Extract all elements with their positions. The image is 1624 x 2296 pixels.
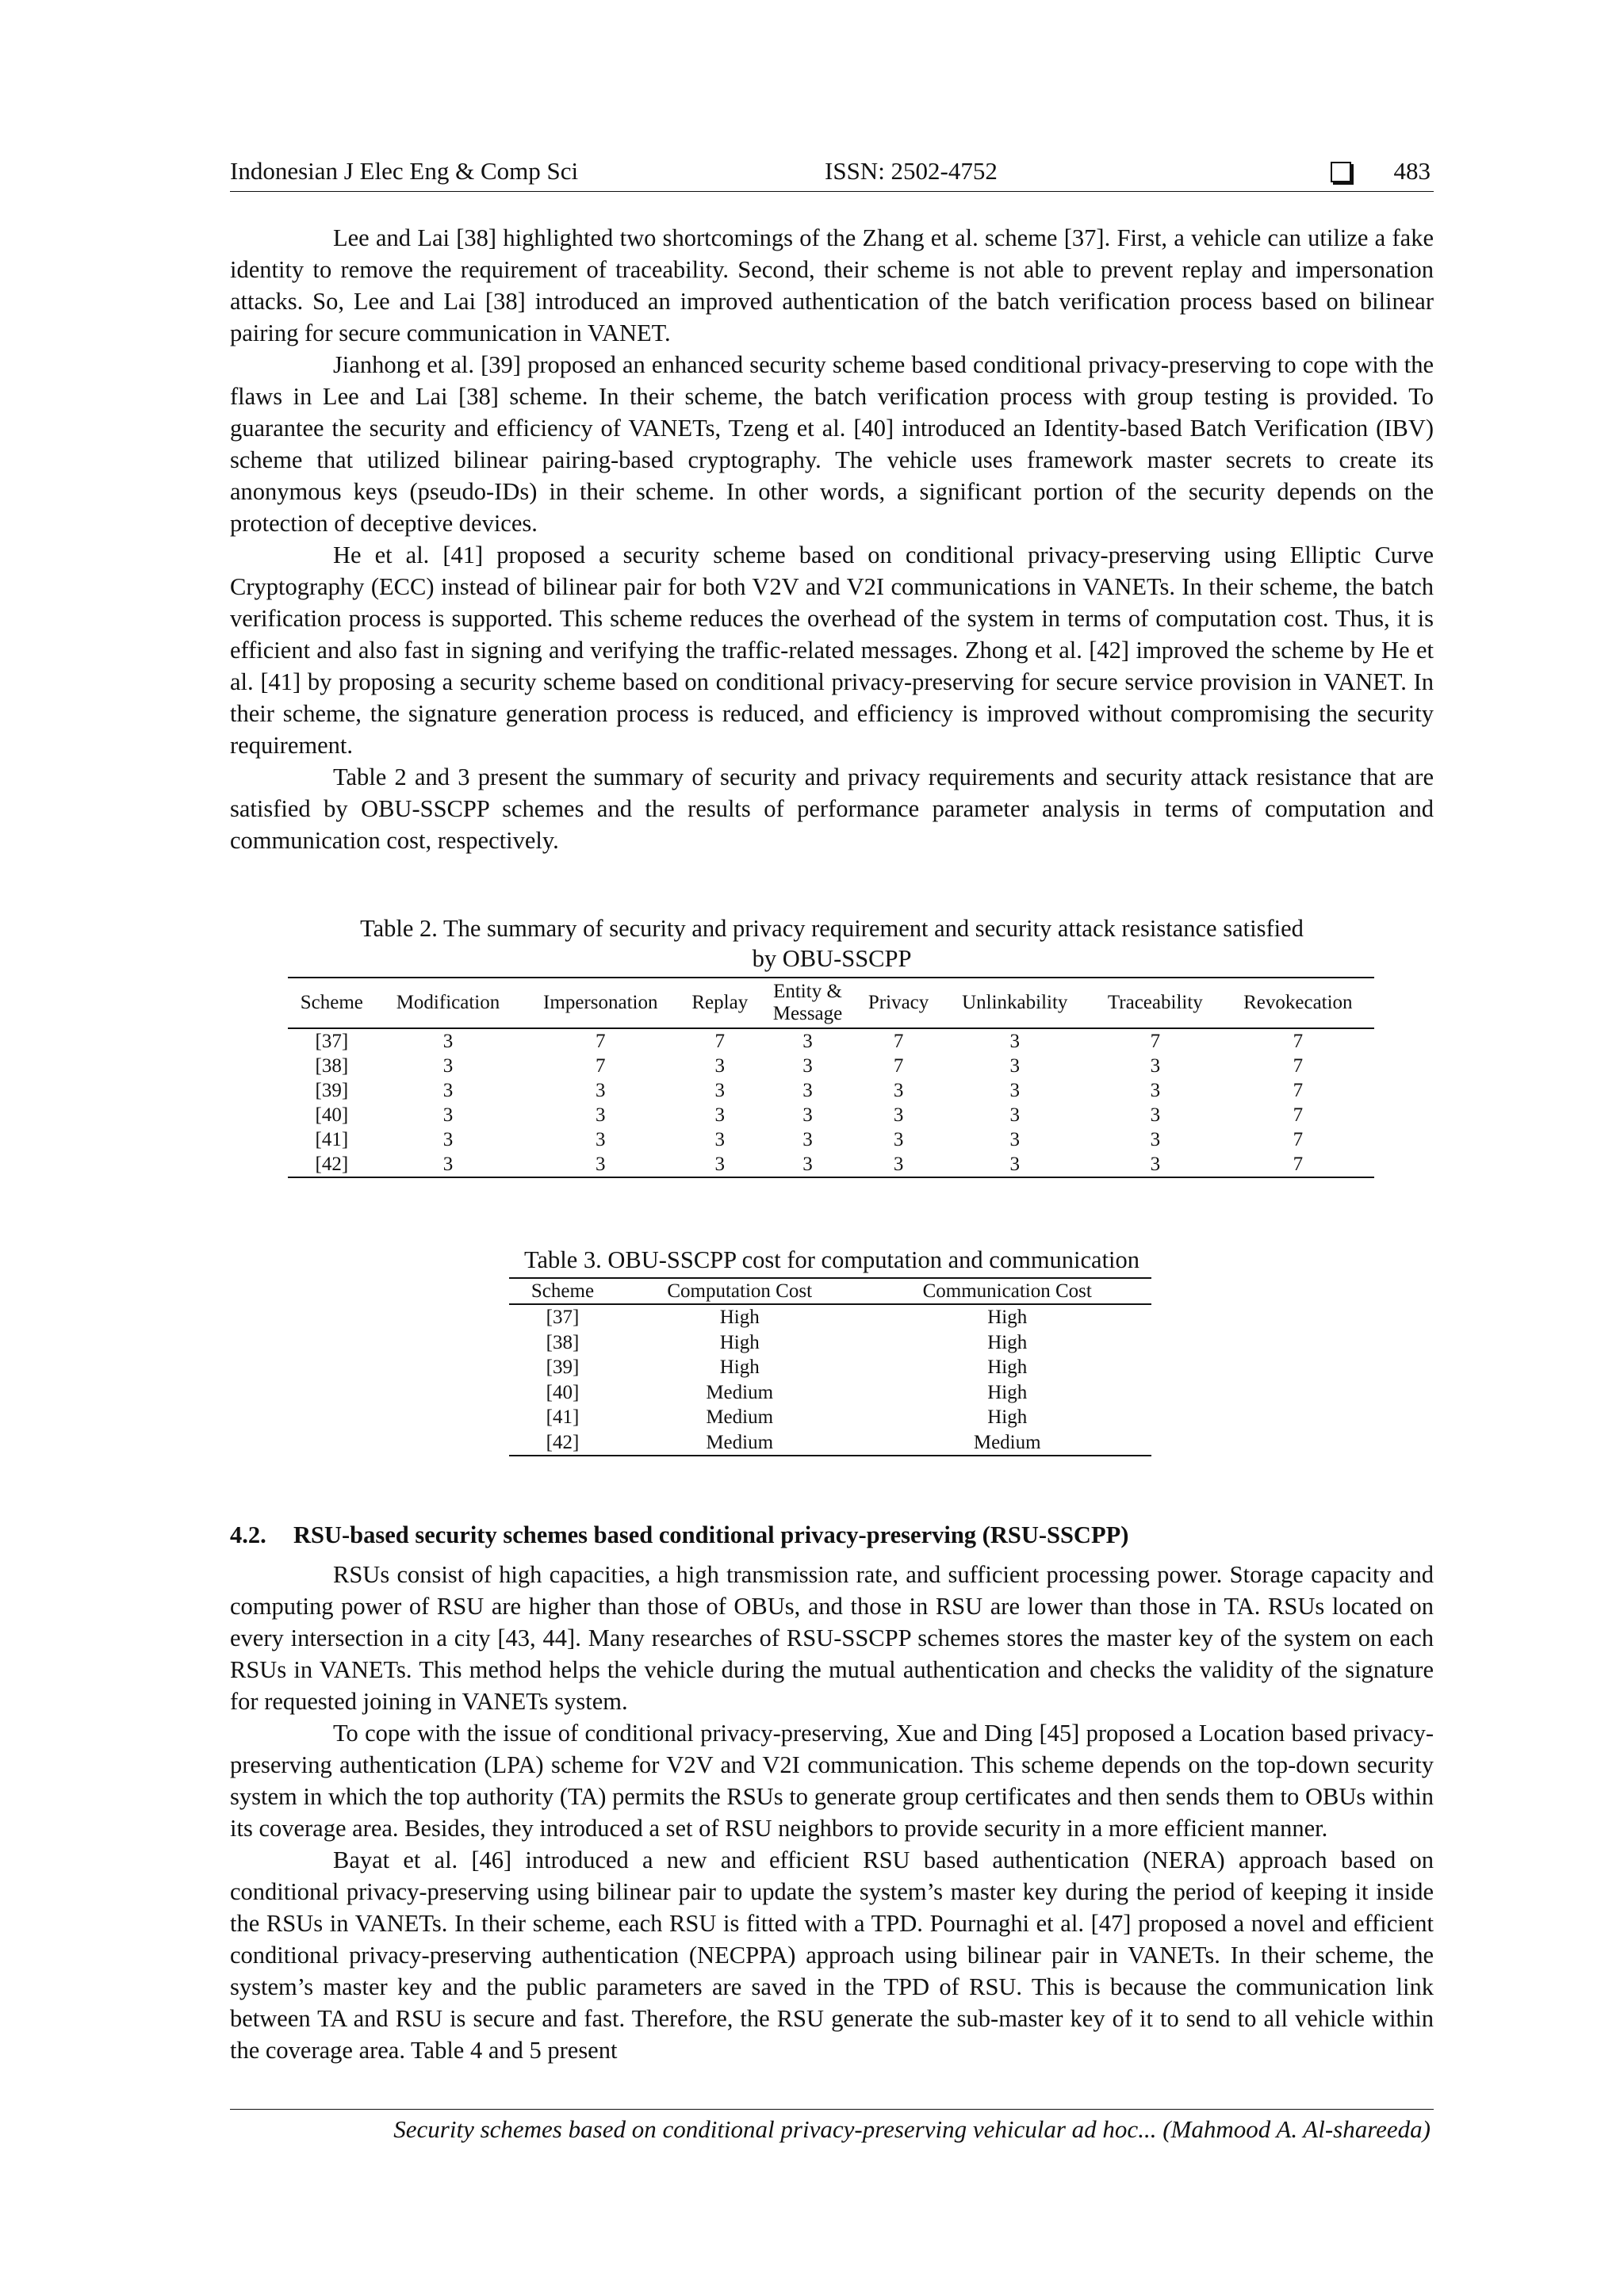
table-cell: 3	[802, 1031, 813, 1052]
table-cell: Medium	[973, 1431, 1041, 1453]
table-cell: [41]	[315, 1129, 349, 1150]
table-cell: 3	[442, 1055, 454, 1077]
column-header-line: Entity &	[773, 981, 842, 1002]
table-cell: 3	[714, 1104, 726, 1126]
table-cell: Medium	[706, 1406, 774, 1429]
table-cell: 3	[1009, 1080, 1020, 1101]
table-cell: 3	[596, 1104, 606, 1126]
table2-caption-line2: by OBU-SSCPP	[752, 945, 912, 972]
column-header: Unlinkability	[941, 978, 1089, 1028]
column-header: Privacy	[856, 978, 941, 1028]
table-row	[509, 1380, 1151, 1406]
table-cell: 7	[893, 1031, 904, 1052]
table-cell: High	[719, 1331, 760, 1353]
table-cell: 7	[1150, 1031, 1161, 1052]
footer-rule	[230, 2109, 1434, 2110]
table-cell: 3	[802, 1129, 813, 1150]
body-text-bottom	[230, 1559, 1434, 2066]
table-header-row	[509, 1278, 1151, 1304]
table-cell: 3	[893, 1154, 904, 1175]
table-row	[288, 1127, 1374, 1152]
table-cell: 3	[714, 1154, 726, 1175]
paragraph: To cope with the issue of conditional privacy-preserving, Xue and Ding [45] proposed a Location based privacy-preserving authentication (LPA) scheme for V2V and V2I communication. This scheme depends on the top-down security system in which the top authority (TA) permits the RSUs to generate group certificates and then sends them to OBUs within its coverage area. Besides, they introduced a set of RSU neighbors to provide security in a more efficient manner.	[230, 1720, 1434, 1842]
header-rule	[230, 191, 1434, 192]
column-header: Scheme	[509, 1278, 616, 1304]
issn: ISSN: 2502-4752	[825, 157, 998, 185]
section-number: 4.2.	[230, 1521, 266, 1548]
table-row	[288, 1028, 1374, 1054]
paragraph: Lee and Lai [38] highlighted two shortcomings of the Zhang et al. scheme [37]. First, a vehicle can utilize a fake identity to remove the requirement of traceability. Second, their scheme is not able to prevent replay and impersonation attacks. So, Lee and Lai [38] introduced an improved authentication of the batch verification process based on bilinear pairing for secure communication in VANET.	[230, 224, 1434, 346]
table-cell: High	[987, 1307, 1028, 1329]
table-cell: 3	[1009, 1031, 1020, 1052]
table-cell: 3	[714, 1080, 726, 1101]
table3	[509, 1277, 1151, 1456]
column-header: Communication Cost	[863, 1278, 1151, 1304]
table-cell: Medium	[706, 1431, 774, 1453]
table-cell: 3	[802, 1080, 813, 1101]
table-cell: 3	[596, 1129, 606, 1150]
table-cell: 7	[1293, 1129, 1304, 1150]
table-row	[288, 1078, 1374, 1103]
table-row	[288, 1103, 1374, 1127]
table2	[288, 977, 1374, 1178]
table-cell: 7	[1293, 1080, 1304, 1101]
column-header: Computation Cost	[616, 1278, 863, 1304]
paragraph: He et al. [41] proposed a security scheme based on conditional privacy-preserving using Elliptic Curve Cryptography (ECC) instead of bilinear pair for both V2V and V2I communications in VANETs. In their scheme, the batch verification process is supported. This scheme reduces the overhead of the system in terms of computation cost. Thus, it is efficient and also fast in signing and verifying the traffic-related messages. Zhong et al. [42] improved the scheme by He et al. [41] by proposing a security scheme based on conditional privacy-preserving for secure service provision in VANET. In their scheme, the signature generation process is reduced, and efficiency is improved without compromising the security requirement.	[230, 541, 1434, 759]
column-header: Impersonation	[520, 978, 680, 1028]
table-cell: High	[987, 1381, 1028, 1403]
table-cell: 3	[714, 1129, 726, 1150]
table-cell: 7	[1293, 1031, 1304, 1052]
paragraph: Bayat et al. [46] introduced a new and efficient RSU based authentication (NERA) approach based on conditional privacy-preserving using bilinear pair to update the system’s master key during the period of keeping it inside the RSUs in VANETs. In their scheme, each RSU is fitted with a TPD. Pournaghi et al. [47] proposed a novel and efficient conditional privacy-preserving authentication (NECPPA) approach using bilinear pair in VANETs. In their scheme, the system’s master key and the public parameters are saved in the TPD of RSU. This is because the communication link between TA and RSU is secure and fast. Therefore, the RSU generate the sub-master key of it to send to all vehicle within the coverage area. Table 4 and 5 present	[230, 1846, 1434, 2064]
table-cell: [40]	[315, 1104, 349, 1126]
page	[230, 0, 1434, 2296]
table-cell: 3	[1150, 1104, 1161, 1126]
body-text-top	[230, 222, 1434, 856]
table-cell: High	[987, 1406, 1028, 1429]
section-heading	[230, 1521, 1128, 1549]
table-row	[288, 1152, 1374, 1177]
table-cell: [38]	[546, 1331, 580, 1353]
table-cell: 7	[1293, 1055, 1304, 1077]
square-bullet-icon	[1331, 162, 1351, 182]
table-cell: 3	[802, 1154, 813, 1175]
table-cell: 3	[714, 1055, 726, 1077]
table-cell: 3	[893, 1104, 904, 1126]
table-cell: 3	[1009, 1129, 1020, 1150]
column-header: Modification	[376, 978, 521, 1028]
column-header: Revokecation	[1222, 978, 1374, 1028]
table-cell: 7	[596, 1031, 606, 1052]
table-row	[509, 1304, 1151, 1330]
table-cell: 3	[442, 1080, 454, 1101]
table-row	[509, 1405, 1151, 1430]
table-cell: [37]	[546, 1307, 580, 1329]
table-cell: High	[987, 1331, 1028, 1353]
table-cell: 3	[442, 1154, 454, 1175]
running-footer: Security schemes based on conditional privacy-preserving vehicular ad hoc... (Mahmood A. Al-shareeda)	[393, 2115, 1431, 2143]
paragraph: Jianhong et al. [39] proposed an enhanced security scheme based conditional privacy-preserving to cope with the flaws in Lee and Lai [38] scheme. In their scheme, the batch verification process with group testing is provided. To guarantee the security and efficiency of VANETs, Tzeng et al. [40] introduced an Identity-based Batch Verification (IBV) scheme that utilized bilinear pairing-based cryptography. The vehicle uses framework master secrets to create its anonymous keys (pseudo-IDs) in their scheme. In other words, a significant portion of the security depends on the protection of deceptive devices.	[230, 351, 1434, 537]
table-cell: 7	[714, 1031, 726, 1052]
table-row	[288, 1054, 1374, 1078]
table-cell: High	[719, 1307, 760, 1329]
table-row	[509, 1430, 1151, 1456]
table-cell: [40]	[546, 1381, 580, 1403]
journal-name: Indonesian J Elec Eng & Comp Sci	[230, 157, 579, 185]
table-cell: 3	[596, 1080, 606, 1101]
table-cell: 3	[442, 1129, 454, 1150]
table-cell: 3	[802, 1055, 813, 1077]
table-cell: 7	[893, 1055, 904, 1077]
table3-caption: Table 3. OBU-SSCPP cost for computation and communication	[523, 1246, 1140, 1273]
table-cell: 3	[596, 1154, 606, 1175]
table-row	[509, 1330, 1151, 1356]
table-cell: 3	[893, 1129, 904, 1150]
table-cell: 7	[1293, 1104, 1304, 1126]
table-cell: [41]	[546, 1406, 580, 1429]
section-title: RSU-based security schemes based conditional privacy-preserving (RSU-SSCPP)	[293, 1521, 1129, 1548]
column-header: Scheme	[288, 978, 376, 1028]
table-cell: [42]	[546, 1431, 580, 1453]
table-cell: [42]	[315, 1154, 349, 1175]
table-cell: Medium	[706, 1381, 774, 1403]
table-cell: 3	[1150, 1129, 1161, 1150]
running-header	[230, 152, 1434, 192]
table2-caption	[278, 913, 1386, 974]
table2-caption-line1: Table 2. The summary of security and privacy requirement and security attack resistance satisfied	[360, 915, 1304, 942]
table-cell: 3	[1150, 1055, 1161, 1077]
paragraph: RSUs consist of high capacities, a high transmission rate, and sufficient processing power. Storage capacity and computing power of RSU are higher than those of OBUs, and those in RSU are lower than those in TA. RSUs located on every intersection in a city [43, 44]. Many researches of RSU-SSCPP schemes stores the master key of the system on each RSUs in VANETs. This method helps the vehicle during the mutual authentication and checks the validity of the signature for requested joining in VANETs system.	[230, 1561, 1434, 1715]
table-cell: [39]	[546, 1357, 580, 1379]
column-header: Replay	[680, 978, 759, 1028]
table-cell: [39]	[315, 1080, 349, 1101]
table-cell: 3	[442, 1031, 454, 1052]
table-header-row	[288, 978, 1374, 1028]
table-cell: 3	[442, 1104, 454, 1126]
table-cell: 3	[1150, 1154, 1161, 1175]
table-cell: 7	[596, 1055, 606, 1077]
table-cell: High	[719, 1357, 760, 1379]
table-cell: High	[987, 1357, 1028, 1379]
table-cell: 3	[1009, 1154, 1020, 1175]
page-number: 483	[1393, 157, 1431, 185]
table-cell: 3	[893, 1080, 904, 1101]
table-cell: [38]	[315, 1055, 349, 1077]
table-cell: [37]	[315, 1031, 349, 1052]
table-cell: 3	[1150, 1080, 1161, 1101]
column-header-entity-message	[759, 978, 856, 1028]
column-header: Traceability	[1089, 978, 1222, 1028]
table-cell: 3	[1009, 1055, 1020, 1077]
table-cell: 7	[1293, 1154, 1304, 1175]
table-cell: 3	[1009, 1104, 1020, 1126]
table-cell: 3	[802, 1104, 813, 1126]
column-header-line: Message	[772, 1003, 843, 1024]
table-row	[509, 1355, 1151, 1380]
paragraph: Table 2 and 3 present the summary of security and privacy requirements and security attack resistance that are satisfied by OBU-SSCPP schemes and the results of performance parameter analysis in terms of computation and communication cost, respectively.	[230, 763, 1434, 854]
